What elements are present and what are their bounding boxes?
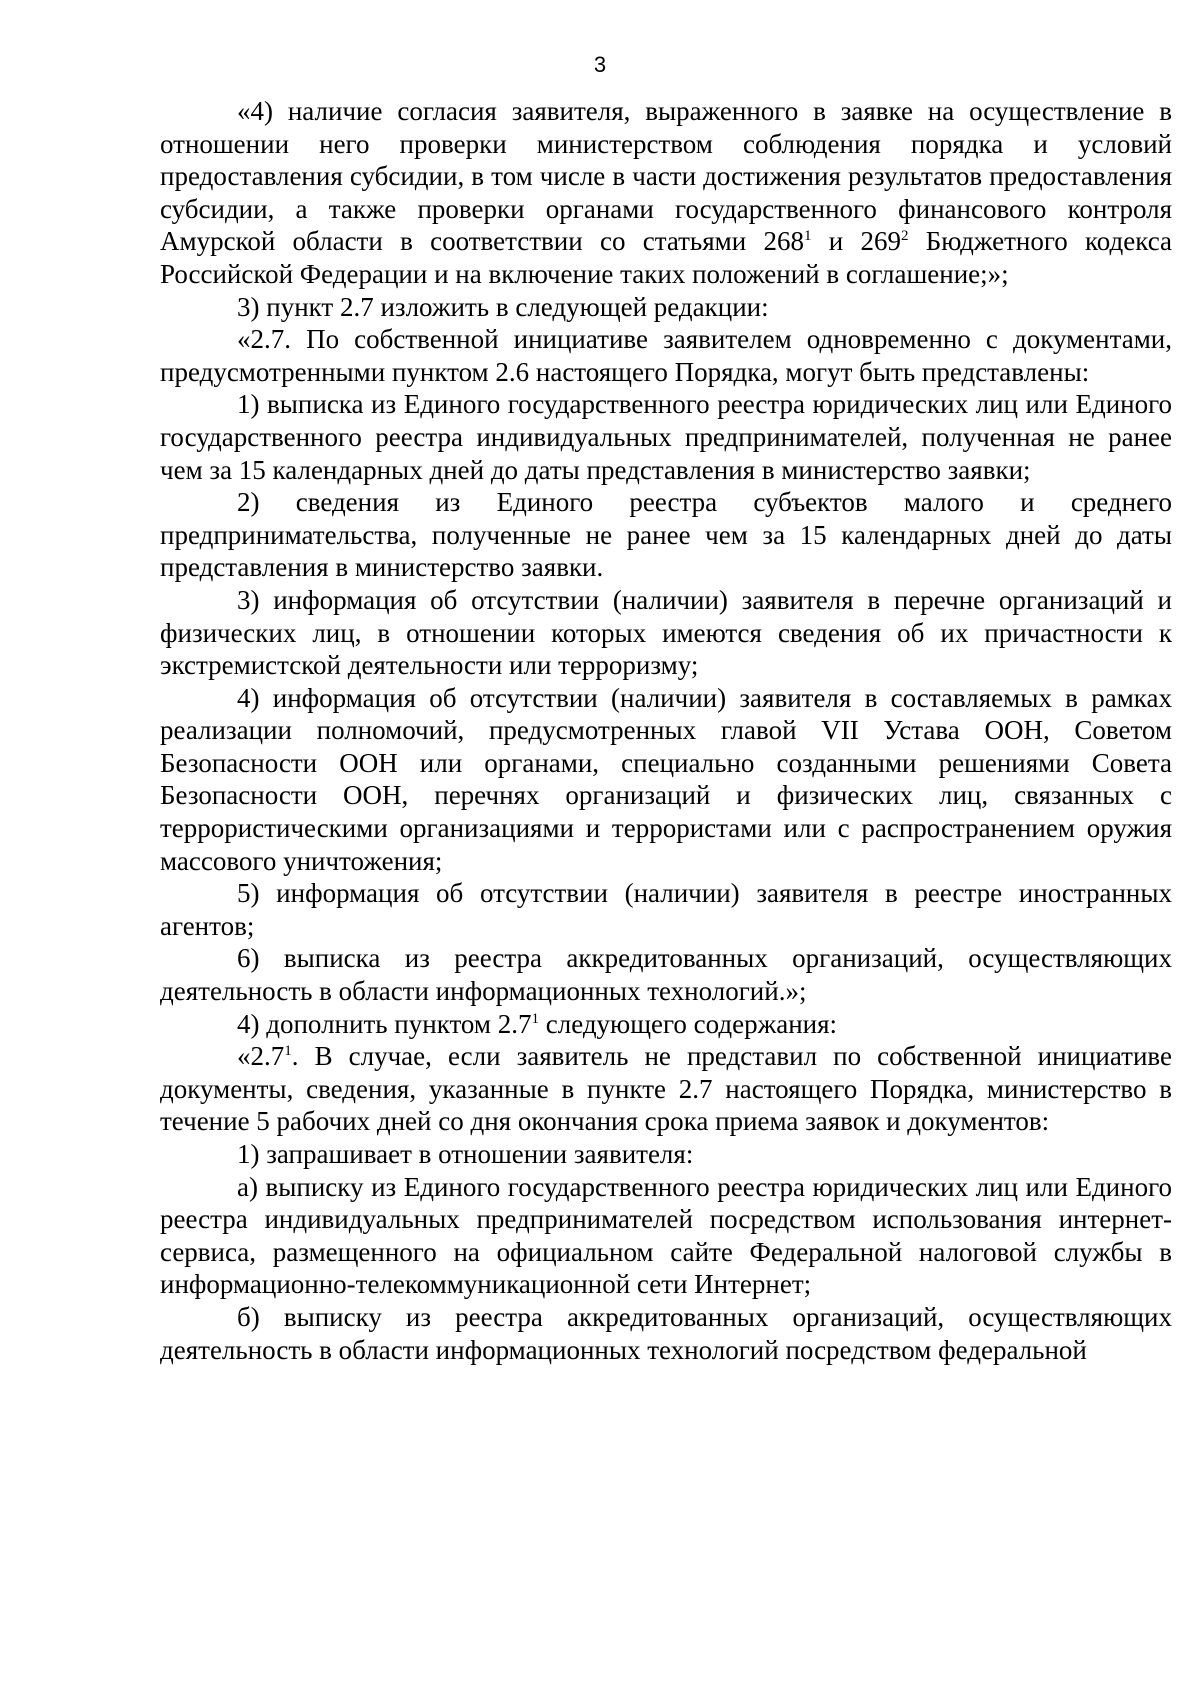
page-number: 3 (593, 52, 607, 77)
paragraph-1 (160, 95, 1172, 291)
paragraph-5: 2) сведения из Единого реестра субъектов малого и среднего предпринимательства, полученные не ранее чем за 15 календарных дней до даты представления в министерство заявки. (160, 487, 1172, 583)
paragraph-4: 1) выписка из Единого государственного реестра юридических лиц или Единого государственного реестра индивидуальных предпринимателей, полученная не ранее чем за 15 календарных дней до даты представления в министерство заявки; (160, 389, 1172, 485)
paragraph-10-text-a: 4) дополнить пунктом 2.7 (237, 1008, 532, 1039)
paragraph-7: 4) информация об отсутствии (наличии) заявителя в составляемых в рамках реализации полномочий, предусмотренных главой VII Устава ООН, Советом Безопасности ООН или органами, специально созданными решениями Совета Безопасности ООН, перечнях организаций и физических лиц, связанных с террористическими организациями и террористами или с распространением оружия массового уничтожения; (160, 682, 1172, 876)
paragraph-8: 5) информация об отсутствии (наличии) заявителя в реестре иностранных агентов; (160, 878, 1172, 941)
paragraph-3: «2.7. По собственной инициативе заявителем одновременно с документами, предусмотренными пунктом 2.6 настоящего Порядка, могут быть представлены: (160, 324, 1172, 387)
superscript: 2 (901, 228, 909, 245)
paragraph-6: 3) информация об отсутствии (наличии) заявителя в перечне организаций и физических лиц, в отношении которых имеются сведения об их причастности к экстремистской деятельности или терроризму; (160, 584, 1172, 681)
paragraph-14: б) выписку из реестра аккредитованных организаций, осуществляющих деятельность в области информационных технологий посредством федеральной (160, 1301, 1172, 1365)
paragraph-12: 1) запрашивает в отношении заявителя: (237, 1139, 694, 1169)
paragraph-10-text-b: следующего содержания: (538, 1008, 838, 1039)
superscript: 1 (284, 1043, 292, 1060)
document-body (160, 95, 1172, 1366)
paragraph-11-text-a: «2.7 (237, 1041, 285, 1072)
superscript: 1 (531, 1010, 539, 1027)
paragraph-10 (160, 1008, 1172, 1041)
paragraph-11 (160, 1040, 1172, 1138)
paragraph-1-text-a: «4) наличие согласия заявителя, выраженного в заявке на осуществление в отношении него проверки министерством соблюдения порядка и условий предоставления субсидии, в том числе в части достижения результатов предоставления субсидии, а также проверки органами государственного финансового контроля Амурской области в соответствии со статьями 268 (160, 96, 1172, 257)
paragraph-9: 6) выписка из реестра аккредитованных организаций, осуществляющих деятельность в области информационных технологий.»; (160, 943, 1172, 1007)
paragraph-1-text-b: и 269 (811, 226, 902, 257)
paragraph-2: 3) пункт 2.7 изложить в следующей редакции: (237, 291, 769, 322)
paragraph-1-text-c: Бюджетного кодекса Российской Федерации и на включение таких положений в соглашение;»; (160, 226, 1172, 289)
paragraph-11-text-b: . В случае, если заявитель не представил по собственной инициативе документы, сведения, указанные в пункте 2.7 настоящего Порядка, министерство в течение 5 рабочих дней со дня окончания срока приема заявок и документов: (160, 1041, 1172, 1137)
superscript: 1 (803, 228, 812, 245)
paragraph-13: а) выписку из Единого государственного реестра юридических лиц или Единого реестра индивидуальных предпринимателей посредством использования интернет-сервиса, размещенного на официальном сайте Федеральной налоговой службы в информационно-телекоммуникационной сети Интернет; (160, 1171, 1172, 1300)
